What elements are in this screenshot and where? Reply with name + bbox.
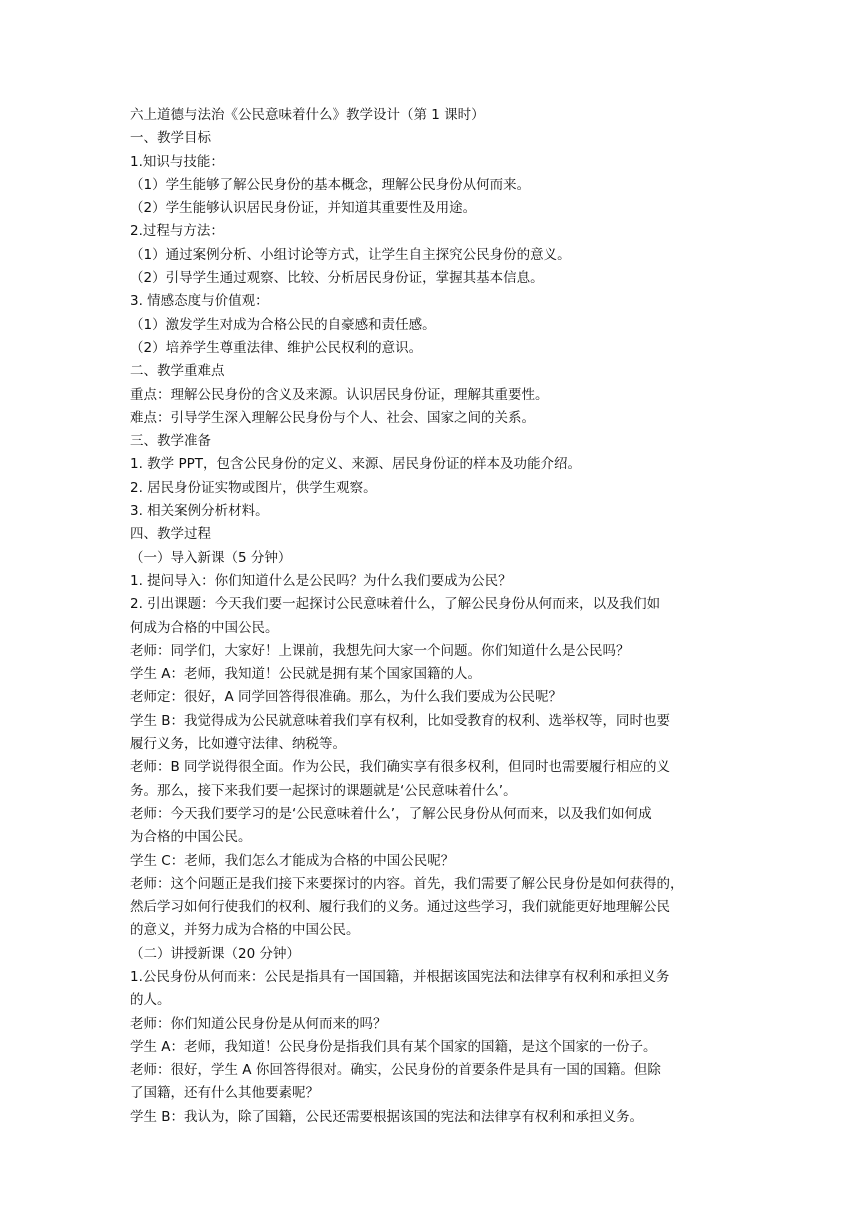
text-line: 学生 A：老师，我知道！公民就是拥有某个国家国籍的人。 <box>130 666 482 683</box>
document-title: 六上道德与法治《公民意味着什么》教学设计（第 1 课时） <box>130 107 485 123</box>
text-line: 1. 提问导入：你们知道什么是公民吗？为什么我们要成为公民？ <box>130 572 512 589</box>
text-line: （二）讲授新课（20 分钟） <box>130 945 300 962</box>
text-line: （1）通过案例分析、小组讨论等方式，让学生自主探究公民身份的意义。 <box>130 246 571 263</box>
text-line: 学生 B：我认为，除了国籍，公民还需要根据该国的宪法和法律享有权利和承担义务。 <box>130 1108 644 1125</box>
text-line: 为合格的中国公民。 <box>130 829 252 846</box>
text-line: 务。那么，接下来我们要一起探讨的课题就是‘公民意味着什么’。 <box>130 782 517 799</box>
text-line: 的人。 <box>130 992 171 1009</box>
text-line: 四、教学过程 <box>130 526 211 543</box>
text-line: 老师：B 同学说得很全面。作为公民，我们确实享有很多权利，但同时也需要履行相应的义 <box>130 759 671 776</box>
text-line: 1.公民身份从何而来：公民是指具有一国国籍，并根据该国宪法和法律享有权利和承担义务 <box>130 968 670 985</box>
text-line: 老师：这个问题正是我们接下来要探讨的内容。首先，我们需要了解公民身份是如何获得的， <box>130 875 684 892</box>
text-line: 然后学习如何行使我们的权利、履行我们的义务。通过这些学习，我们就能更好地理解公民 <box>130 899 670 916</box>
text-line: （2）学生能够认识居民身份证，并知道其重要性及用途。 <box>130 200 477 217</box>
text-line: 老师：同学们，大家好！上课前，我想先问大家一个问题。你们知道什么是公民吗？ <box>130 642 630 659</box>
text-line: （2）引导学生通过观察、比较、分析居民身份证，掌握其基本信息。 <box>130 270 544 287</box>
text-line: 了国籍，还有什么其他要素呢？ <box>130 1085 319 1102</box>
text-line: 2.过程与方法： <box>130 223 224 240</box>
text-line: 1. 教学 PPT，包含公民身份的定义、来源、居民身份证的样本及功能介绍。 <box>130 456 581 473</box>
text-line: （1）学生能够了解公民身份的基本概念，理解公民身份从何而来。 <box>130 176 531 193</box>
text-line: 老师定：很好，A 同学回答得很准确。那么，为什么我们要成为公民呢？ <box>130 689 563 706</box>
text-line: （一）导入新课（5 分钟） <box>130 549 292 566</box>
text-line: 的意义，并努力成为合格的中国公民。 <box>130 922 360 939</box>
text-line: 2. 居民身份证实物或图片，供学生观察。 <box>130 479 377 496</box>
text-line: 老师：很好，学生 A 你回答得很对。确实，公民身份的首要条件是具有一国的国籍。但除 <box>130 1062 661 1079</box>
text-line: 二、教学重难点 <box>130 363 225 380</box>
text-line: 学生 C：老师，我们怎么才能成为合格的中国公民呢？ <box>130 852 455 869</box>
text-line: 三、教学准备 <box>130 433 211 450</box>
text-line: 履行义务，比如遵守法律、纳税等。 <box>130 736 346 753</box>
text-line: 学生 B：我觉得成为公民就意味着我们享有权利，比如受教育的权利、选举权等，同时也要 <box>130 712 671 729</box>
text-line: （1）激发学生对成为合格公民的自豪感和责任感。 <box>130 316 436 333</box>
text-line: 学生 A：老师，我知道！公民身份是指我们具有某个国家的国籍，是这个国家的一份子。 <box>130 1038 657 1055</box>
text-line: 老师：你们知道公民身份是从何而来的吗？ <box>130 1015 387 1032</box>
text-line: 3. 情感态度与价值观： <box>130 293 269 310</box>
text-line: 1.知识与技能： <box>130 153 224 170</box>
text-line: 何成为合格的中国公民。 <box>130 619 279 636</box>
document-body <box>130 104 730 1129</box>
text-line: 3. 相关案例分析材料。 <box>130 503 269 520</box>
text-line: 一、教学目标 <box>130 130 211 147</box>
text-line: 老师：今天我们要学习的是‘公民意味着什么’，了解公民身份从何而来，以及我们如何成 <box>130 805 652 822</box>
text-line: 2. 引出课题：今天我们要一起探讨公民意味着什么，了解公民身份从何而来，以及我们如 <box>130 596 661 613</box>
text-line: 重点：理解公民身份的含义及来源。认识居民身份证，理解其重要性。 <box>130 386 549 403</box>
text-line: 难点：引导学生深入理解公民身份与个人、社会、国家之间的关系。 <box>130 409 535 426</box>
text-line: （2）培养学生尊重法律、维护公民权利的意识。 <box>130 339 423 356</box>
